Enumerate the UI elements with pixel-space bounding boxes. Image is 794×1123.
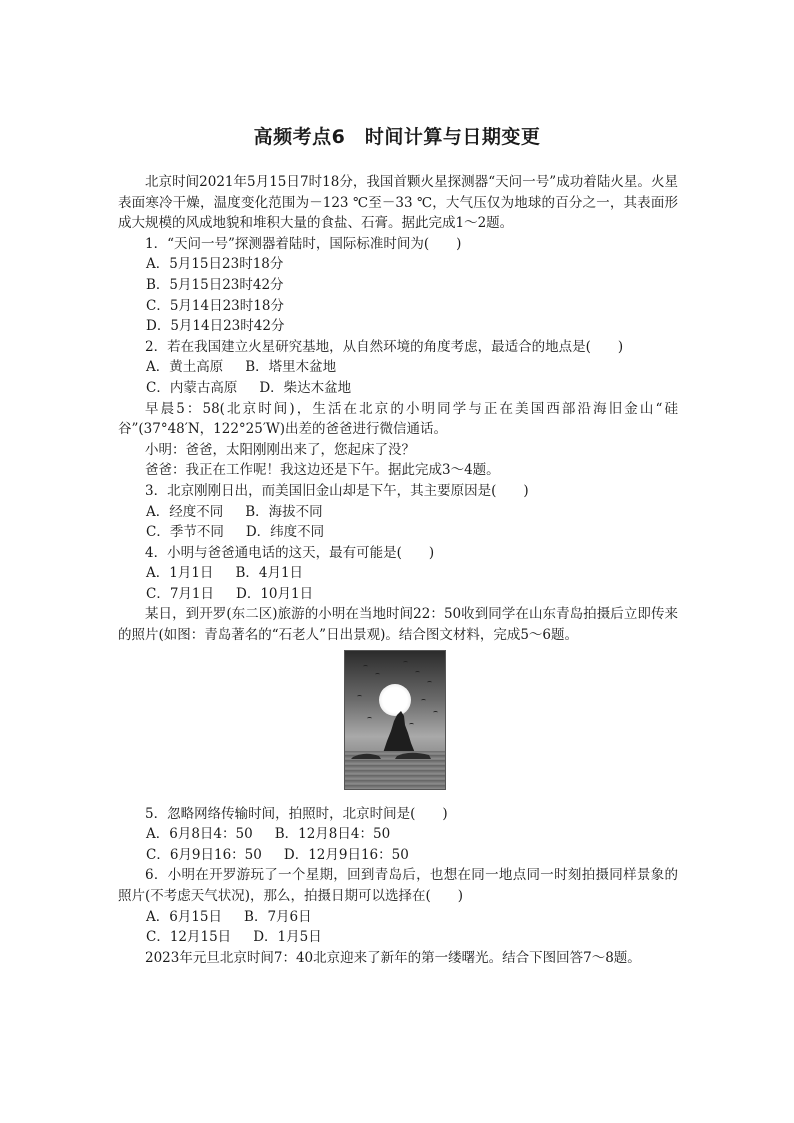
question-1-option-a: A．5月15日23时18分 — [146, 256, 284, 273]
question-6-options-row-2 — [118, 927, 678, 948]
question-2-stem: 2．若在我国建立火星研究基地，从自然环境的角度考虑，最适合的地点是( ) — [145, 338, 624, 355]
shore-rocks — [345, 747, 445, 761]
question-3-stem: 3．北京刚刚日出，而美国旧金山却是下午，其主要原因是( ) — [145, 482, 529, 499]
question-6-options-row-1 — [118, 907, 678, 928]
question-2-options-row-2 — [118, 378, 678, 399]
rock-silhouette — [379, 701, 417, 753]
bird-mark — [367, 717, 372, 720]
bird-mark — [403, 661, 408, 664]
bird-mark — [421, 699, 426, 702]
dialogue-xiaoming: 小明：爸爸，太阳刚刚出来了，您起床了没？ — [145, 441, 415, 458]
passage-phone-call: 早晨5：58(北京时间)，生活在北京的小明同学与正在美国西部沿海旧金山“硅谷”(37°48′N，122°25′W)出差的爸爸进行微信通话。 — [118, 400, 678, 438]
question-5-stem: 5．忽略网络传输时间，拍照时，北京时间是( ) — [145, 805, 448, 822]
passage-new-year-dawn: 2023年元旦北京时间7：40北京迎来了新年的第一缕曙光。结合下图回答7～8题。 — [145, 949, 641, 966]
bird-mark — [375, 673, 380, 676]
dialogue-father: 爸爸：我正在工作呢！我这边还是下午。据此完成3～4题。 — [145, 462, 500, 479]
question-6-option-a: A．6月15日 — [146, 908, 223, 925]
question-1-option-b: B．5月15日23时42分 — [146, 276, 284, 293]
question-5-option-b: B．12月8日4：50 — [274, 826, 391, 843]
question-3-option-b: B．海拔不同 — [245, 503, 323, 520]
question-4-options-row-1 — [118, 563, 678, 584]
bird-mark — [427, 681, 432, 684]
question-4-options-row-2 — [118, 584, 678, 605]
bird-mark — [415, 671, 420, 674]
bird-mark — [357, 695, 362, 698]
question-2-option-a: A．黄土高原 — [146, 359, 224, 376]
question-6-option-d: D．1月5日 — [253, 929, 322, 946]
question-3-option-c: C．季节不同 — [146, 524, 224, 541]
question-5-options-row-2 — [118, 845, 678, 866]
question-4-option-c: C．7月1日 — [146, 585, 215, 602]
question-2-option-b: B．塔里木盆地 — [245, 359, 337, 376]
question-4-option-d: D．10月1日 — [236, 585, 314, 602]
bird-mark — [409, 723, 414, 726]
question-5-option-c: C．6月9日16：50 — [146, 846, 262, 863]
photo-container — [118, 650, 678, 798]
bird-mark — [433, 711, 438, 714]
question-3-options-row-2 — [118, 522, 678, 543]
question-5-option-a: A．6月8日4：50 — [146, 826, 253, 843]
document-body — [118, 172, 678, 968]
question-3-options-row-1 — [118, 502, 678, 523]
question-2-option-d: D．柴达木盆地 — [259, 379, 352, 396]
question-1-option-d: D．5月14日23时42分 — [146, 318, 285, 335]
question-1-stem: 1．“天问一号”探测器着陆时，国际标准时间为( ) — [145, 235, 462, 252]
question-6-option-b: B．7月6日 — [244, 908, 312, 925]
passage-mars-landing: 北京时间2021年5月15日7时18分，我国首颗火星探测器“天问一号”成功着陆火星。火星表面寒冷干燥，温度变化范围为－123 ℃至－33 ℃，大气压仅为地球的百分之一，其表面形成大规模的风成地貌和堆积大量的食盐、石膏。据此完成1～2题。 — [118, 174, 678, 232]
page-title: 高频考点6 时间计算与日期变更 — [253, 126, 541, 148]
question-3-option-d: D．纬度不同 — [245, 524, 325, 541]
question-1-option-c: C．5月14日23时18分 — [146, 297, 284, 314]
question-2-options-row-1 — [118, 357, 678, 378]
question-4-option-b: B．4月1日 — [235, 565, 304, 582]
question-6-option-c: C．12月15日 — [146, 929, 232, 946]
question-5-option-d: D．12月9日16：50 — [283, 846, 409, 863]
passage-cairo-photo: 某日，到开罗(东二区)旅游的小明在当地时间22：50收到同学在山东青岛拍摄后立即传来的照片(如图：青岛著名的“石老人”日出景观)。结合图文材料，完成5～6题。 — [118, 606, 678, 644]
question-3-option-a: A．经度不同 — [146, 503, 224, 520]
question-4-stem: 4．小明与爸爸通电话的这天，最有可能是( ) — [145, 544, 435, 561]
sunrise-rock-photo — [344, 650, 446, 790]
question-6-stem: 6．小明在开罗游玩了一个星期，回到青岛后，也想在同一地点同一时刻拍摄同样景象的照片(不考虑天气状况)，那么，拍摄日期可以选择在( ) — [118, 867, 678, 905]
question-5-options-row-1 — [118, 824, 678, 845]
question-4-option-a: A．1月1日 — [146, 565, 214, 582]
question-2-option-c: C．内蒙古高原 — [146, 379, 238, 396]
bird-mark — [363, 665, 368, 668]
